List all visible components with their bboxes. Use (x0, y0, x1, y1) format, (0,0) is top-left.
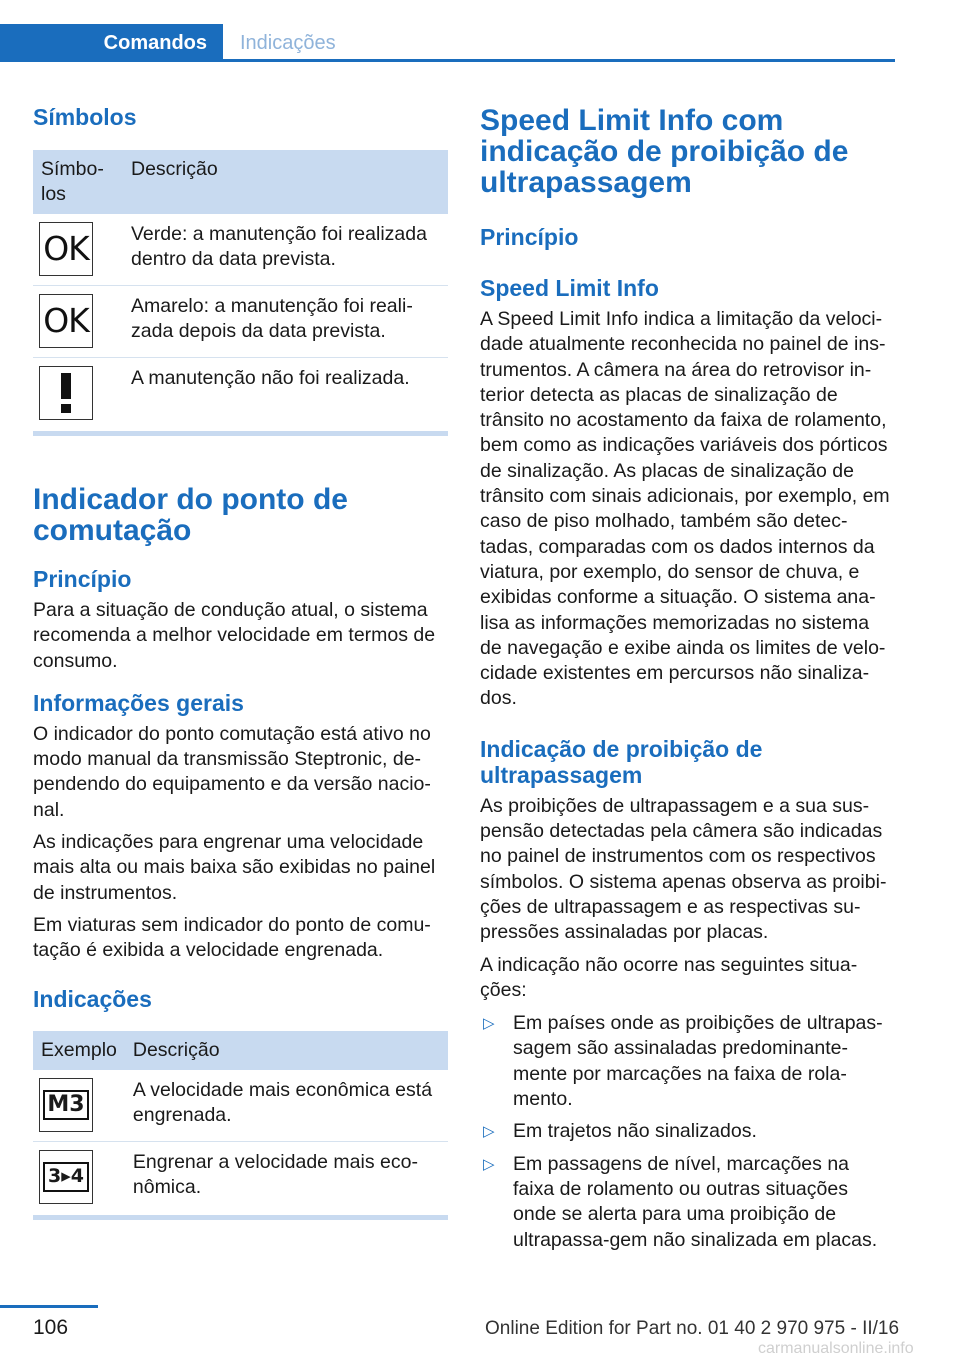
principle-heading: Princípio (33, 566, 132, 592)
edition-text: Online Edition for Part no. 01 40 2 970 975 - II/16 (485, 1318, 900, 1339)
right-column (480, 95, 895, 1260)
symbols-table (33, 150, 448, 429)
exclamation-icon (39, 366, 93, 420)
table-row (33, 1070, 448, 1142)
triangle-bullet-icon: ▷ (483, 1155, 495, 1173)
list-item: ▷ Em países onde as proibições de ultrapas-sagem são assinaladas predominante-mente por marcações na faixa de rola-mento. (483, 1012, 883, 1111)
situations-list (480, 1011, 895, 1253)
left-column (33, 95, 448, 1220)
overtaking-heading: Indicação de proibição de ultrapassagem (480, 735, 763, 788)
section-title-shift-indicator: Indicador do ponto de comutação (33, 483, 348, 547)
overtaking-text: As proibições de ultrapassagem e a sua sus-pensão detectadas pela câmera são indicadas no painel de instrumentos com os respectivos símbolos. O sistema apenas observa as proibi-ções de ultrapassagem e as respectivas su-pressões assinaladas por placas. (480, 794, 887, 944)
tab-comandos[interactable]: Comandos (0, 24, 223, 62)
description-col-header: Descrição (123, 150, 448, 214)
symbols-col-header: Símbo- los (33, 150, 123, 214)
table-row (33, 214, 448, 286)
principle-heading: Princípio (480, 224, 579, 250)
header-rule (0, 59, 895, 62)
triangle-bullet-icon: ▷ (483, 1123, 495, 1141)
gear-upshift-icon: 3▸4 (39, 1150, 93, 1204)
table-row (33, 358, 448, 430)
chapter-tabs (0, 24, 895, 62)
tab-indicacoes[interactable]: Indicações (240, 32, 336, 54)
triangle-bullet-icon: ▷ (483, 1015, 495, 1033)
list-item: ▷ Em passagens de nível, marcações na faixa de rolamento ou outras situações onde se alerta para uma proibição de ultrapassa-gem não sinalizada em placas. (483, 1152, 878, 1251)
general-text-3: Em viaturas sem indicador do ponto de comu-tação é exibida a velocidade engrenada. (33, 913, 431, 962)
indications-table (33, 1031, 448, 1213)
speed-limit-info-heading: Speed Limit Info (480, 275, 659, 301)
symbols-heading: Símbolos (33, 104, 137, 130)
general-text-1: O indicador do ponto comutação está ativo no modo manual da transmissão Steptronic, de-pendendo do equipamento e da versão nacio-nal. (33, 722, 431, 821)
gear-m3-icon: M3 (39, 1078, 93, 1132)
general-info-heading: Informações gerais (33, 689, 244, 716)
description-col-header: Descrição (125, 1031, 448, 1070)
page-number: 106 (33, 1316, 69, 1339)
section-title-speed-limit: Speed Limit Info com indicação de proibição de ultrapassagem (480, 104, 849, 199)
row-description: Verde: a manutenção foi realizada dentro da data prevista. (123, 214, 448, 286)
table-end-rule (33, 1215, 448, 1220)
list-item: ▷ Em trajetos não sinalizados. (480, 1119, 895, 1144)
ok-yellow-icon: OK (39, 294, 93, 348)
example-col-header: Exemplo (33, 1031, 125, 1070)
speed-limit-info-text: A Speed Limit Info indica a limitação da veloci-dade atualmente reconhecida no painel de ins-trumentos. A câmera na área do retrovisor in-terior detecta as placas de sinalização de trânsito no acostamento da faixa de rolamento, bem como as indicações variáveis dos pórticos de sinalização. As placas de sinalização de trânsito com sinais adicionais, por exemplo, em caso de piso molhado, também são detec-tadas, comparadas com os dados internos da viatura, por exemplo, do sensor de chuva, e exibidas conforme a situação. O sistema ana-lisa as informações memorizadas no sistema de navegação e exibe ainda os limites de velo-cidade existentes em percursos não sinaliza-dos. (480, 308, 890, 710)
principle-text: Para a situação de condução atual, o sistema recomenda a melhor velocidade em termos de consumo. (33, 599, 436, 672)
indications-heading: Indicações (33, 985, 152, 1012)
row-description: A velocidade mais econômica está engrenada. (125, 1070, 448, 1142)
footer-rule (0, 1305, 98, 1308)
row-description: Engrenar a velocidade mais eco-nômica. (132, 1150, 418, 1198)
table-row (33, 286, 448, 358)
row-description: A manutenção não foi realizada. (131, 367, 410, 389)
not-occur-text: A indicação não ocorre nas seguintes situa-ções: (480, 953, 858, 1001)
table-end-rule (33, 431, 448, 436)
watermark: carmanualsonline.info (758, 1340, 914, 1357)
ok-green-icon: OK (39, 222, 93, 276)
table-row (33, 1141, 448, 1213)
row-description: Amarelo: a manutenção foi reali-zada depois da data prevista. (123, 286, 448, 358)
general-text-2: As indicações para engrenar uma velocidade mais alta ou mais baixa são exibidas no painel de instrumentos. (33, 831, 436, 904)
